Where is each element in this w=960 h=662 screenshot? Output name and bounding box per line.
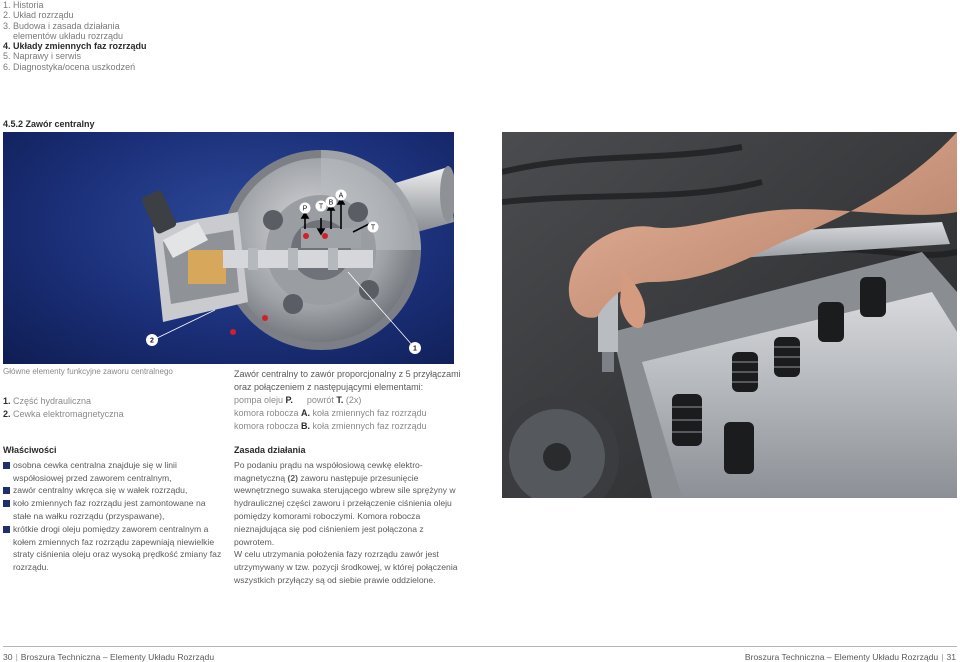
connection-chamber-b: komora robocza B. koła zmiennych faz rozrządu <box>234 421 427 431</box>
section-title: 4.5.2 Zawór centralny <box>3 119 95 129</box>
toc-item[interactable]: 2. Układ rozrządu <box>3 10 74 21</box>
footer-left <box>3 652 214 662</box>
connection-pump-return: pompa oleju P. powrót T. (2x) <box>234 395 362 405</box>
bullet-square-icon <box>3 500 10 507</box>
description-line: oraz połączeniem z następującymi elementami: <box>234 382 424 392</box>
toc-item[interactable]: 3. Budowa i zasada działania <box>3 20 120 31</box>
footer-separator: | <box>941 652 944 662</box>
properties-section <box>3 444 225 574</box>
port-label-p: P <box>302 205 308 213</box>
figure-caption: Główne elementy funkcyjne zaworu centralnego <box>3 367 173 376</box>
list-item: krótkie drogi oleju pomiędzy zaworem centralnym a kołem zmiennych faz rozrządu zapewniają niewielkie straty ciśnienia oleju oraz wysoką prędkość zmiany faz rozrządu. <box>3 523 225 574</box>
list-item: zawór centralny wkręca się w wałek rozrządu, <box>3 484 225 497</box>
properties-heading: Właściwości <box>3 445 57 455</box>
toc-item[interactable]: elementów układu rozrządu <box>13 30 124 41</box>
callout-1-label: 1 <box>413 345 417 353</box>
bullet-square-icon <box>3 462 10 469</box>
central-valve-illustration <box>3 132 454 364</box>
table-of-contents <box>3 0 147 72</box>
workshop-photo <box>502 132 957 498</box>
parts-list <box>3 395 124 420</box>
principle-paragraph: Po podaniu prądu na współosiową cewkę elektro-magnetyczną (2) zaworu następuje przesunięcie wewnętrznego suwaka sterującego wbrew sile sprężyny w hydraulicznej części zaworu i przełączenie ciśnienia oleju pomiędzy komorami roboczymi. Komora robocza nieznajdująca się pod ciśnieniem jest połączona z powrotem. <box>234 459 456 547</box>
port-label-t: T <box>318 203 324 211</box>
footer-separator: | <box>15 652 18 662</box>
principle-paragraph: W celu utrzymania położenia fazy rozrządu zawór jest utrzymywany w tzw. pozycji środkowej, w której połączenia wszystkich przyłączy są od siebie prawie oddzielone. <box>234 549 458 585</box>
toc-item-active[interactable]: 4. Układy zmiennych faz rozrządu <box>3 41 147 52</box>
toc-item[interactable]: 6. Diagnostyka/ocena uszkodzeń <box>3 61 136 72</box>
bullet-square-icon <box>3 526 10 533</box>
footer-title: Broszura Techniczna – Elementy Układu Rozrządu <box>20 652 215 662</box>
callout-2-label: 2 <box>150 337 154 345</box>
port-label-b: B <box>328 199 334 207</box>
list-item: osobna cewka centralna znajduje się w linii współosiowej przed zaworem centralnym, <box>3 459 225 485</box>
page-number: 30 <box>3 652 13 662</box>
footer-divider <box>3 646 957 647</box>
bullet-square-icon <box>3 487 10 494</box>
footer-right <box>745 652 956 662</box>
page-number: 31 <box>946 652 956 662</box>
part-item: 1. Część hydrauliczna <box>3 396 92 406</box>
operating-principle-section <box>234 444 464 587</box>
footer-title: Broszura Techniczna – Elementy Układu Rozrządu <box>744 652 939 662</box>
connection-chamber-a: komora robocza A. koła zmiennych faz rozrządu <box>234 408 427 418</box>
part-item: 2. Cewka elektromagnetyczna <box>3 408 124 419</box>
toc-item[interactable]: 5. Naprawy i serwis <box>3 51 82 62</box>
central-valve-cutaway-figure <box>3 132 454 364</box>
port-label-t-return: T <box>370 224 376 232</box>
toc-item[interactable]: 1. Historia <box>3 0 44 10</box>
port-label-a: A <box>338 192 344 200</box>
list-item: koło zmiennych faz rozrządu jest zamontowane na stałe na wałku rozrządu (przyspawane), <box>3 497 225 523</box>
engine-wrench-photo <box>502 132 957 498</box>
description-line: Zawór centralny to zawór proporcjonalny z 5 przyłączami <box>234 369 461 379</box>
valve-description <box>234 368 494 433</box>
principle-heading: Zasada działania <box>234 445 306 455</box>
